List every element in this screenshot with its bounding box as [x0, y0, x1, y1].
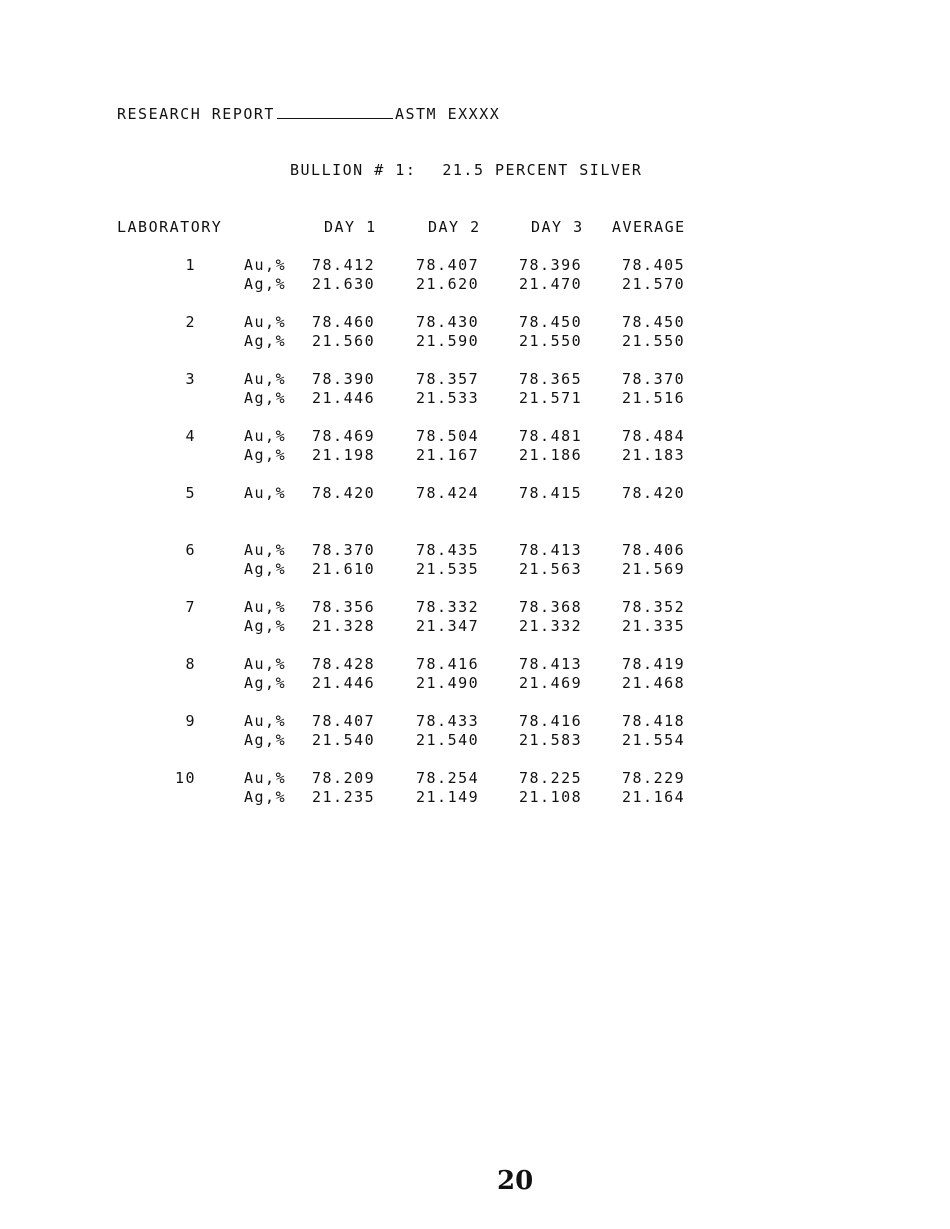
day-2-value: 21.540: [416, 731, 480, 749]
day-1-value: 78.412: [312, 256, 376, 274]
laboratory-number: 2: [185, 313, 196, 331]
day-2-value: 21.620: [416, 275, 480, 293]
table-row: [0, 769, 950, 788]
title-underline-blank: [277, 104, 393, 119]
day-2-value: 21.167: [416, 446, 480, 464]
day-2-value: 21.590: [416, 332, 480, 350]
day-1-value: 21.630: [312, 275, 376, 293]
average-value: 78.450: [622, 313, 686, 331]
day-2-value: 78.332: [416, 598, 480, 616]
day-2-value: 21.149: [416, 788, 480, 806]
column-header-laboratory: LABORATORY: [117, 218, 223, 236]
day-3-value: 21.563: [519, 560, 583, 578]
average-value: 21.569: [622, 560, 686, 578]
table-row: [0, 712, 950, 731]
table-row: [0, 617, 950, 636]
laboratory-number: 1: [185, 256, 196, 274]
table-row: [0, 332, 950, 351]
day-3-value: 21.550: [519, 332, 583, 350]
element-label: Au,%: [244, 484, 287, 502]
day-3-value: 21.332: [519, 617, 583, 635]
column-header-day-3: DAY 3: [531, 218, 584, 236]
lab-group-9: [0, 712, 950, 769]
table-row: [0, 560, 950, 579]
table-row: [0, 389, 950, 408]
day-1-value: 21.446: [312, 674, 376, 692]
lab-group-2: [0, 313, 950, 370]
element-label: Au,%: [244, 712, 287, 730]
element-label: Ag,%: [244, 275, 287, 293]
table-row: [0, 655, 950, 674]
day-3-value: 78.368: [519, 598, 583, 616]
average-value: 78.406: [622, 541, 686, 559]
day-2-value: 78.433: [416, 712, 480, 730]
day-2-value: 21.533: [416, 389, 480, 407]
average-value: 21.554: [622, 731, 686, 749]
day-1-value: 78.390: [312, 370, 376, 388]
column-header-day-1: DAY 1: [324, 218, 377, 236]
laboratory-number: 9: [185, 712, 196, 730]
day-1-value: 21.328: [312, 617, 376, 635]
day-2-value: 78.430: [416, 313, 480, 331]
element-label: Ag,%: [244, 389, 287, 407]
lab-group-1: [0, 256, 950, 313]
day-1-value: 21.198: [312, 446, 376, 464]
day-2-value: 21.347: [416, 617, 480, 635]
element-label: Ag,%: [244, 731, 287, 749]
average-value: 21.550: [622, 332, 686, 350]
average-value: 78.484: [622, 427, 686, 445]
average-value: 21.183: [622, 446, 686, 464]
laboratory-number: 5: [185, 484, 196, 502]
average-value: 21.570: [622, 275, 686, 293]
table-row: [0, 731, 950, 750]
column-header-average: AVERAGE: [612, 218, 686, 236]
average-value: 78.370: [622, 370, 686, 388]
average-value: 78.405: [622, 256, 686, 274]
laboratory-number: 4: [185, 427, 196, 445]
table-row: [0, 484, 950, 503]
element-label: Ag,%: [244, 446, 287, 464]
average-value: 78.418: [622, 712, 686, 730]
table-row: [0, 313, 950, 332]
day-1-value: 78.428: [312, 655, 376, 673]
laboratory-number: 3: [185, 370, 196, 388]
day-3-value: 78.413: [519, 541, 583, 559]
element-label: Au,%: [244, 655, 287, 673]
day-3-value: 78.481: [519, 427, 583, 445]
day-2-value: 78.416: [416, 655, 480, 673]
day-1-value: 78.469: [312, 427, 376, 445]
laboratory-number: 6: [185, 541, 196, 559]
day-3-value: 21.470: [519, 275, 583, 293]
average-value: 78.352: [622, 598, 686, 616]
day-2-value: 78.435: [416, 541, 480, 559]
day-3-value: 78.413: [519, 655, 583, 673]
bullion-subtitle: [290, 161, 642, 179]
day-3-value: 78.365: [519, 370, 583, 388]
average-value: 78.419: [622, 655, 686, 673]
element-label: Au,%: [244, 427, 287, 445]
element-label: Au,%: [244, 598, 287, 616]
day-3-value: 78.225: [519, 769, 583, 787]
table-row: [0, 674, 950, 693]
day-1-value: 21.446: [312, 389, 376, 407]
day-1-value: 78.370: [312, 541, 376, 559]
lab-group-6: [0, 541, 950, 598]
table-row: [0, 427, 950, 446]
average-value: 78.229: [622, 769, 686, 787]
table-row: [0, 275, 950, 294]
table-row: [0, 256, 950, 275]
day-3-value: 78.416: [519, 712, 583, 730]
day-3-value: 78.415: [519, 484, 583, 502]
day-1-value: 78.209: [312, 769, 376, 787]
bullion-label: BULLION # 1:: [290, 161, 417, 179]
table-row: [0, 788, 950, 807]
laboratory-number: 7: [185, 598, 196, 616]
day-1-value: 78.420: [312, 484, 376, 502]
day-3-value: 78.396: [519, 256, 583, 274]
element-label: Au,%: [244, 313, 287, 331]
day-3-value: 21.108: [519, 788, 583, 806]
average-value: 21.516: [622, 389, 686, 407]
day-1-value: 78.356: [312, 598, 376, 616]
column-header-day-2: DAY 2: [428, 218, 481, 236]
report-header: [117, 104, 500, 123]
day-2-value: 78.357: [416, 370, 480, 388]
element-label: Ag,%: [244, 674, 287, 692]
day-1-value: 78.460: [312, 313, 376, 331]
element-label: Au,%: [244, 370, 287, 388]
element-label: Ag,%: [244, 332, 287, 350]
average-value: 21.164: [622, 788, 686, 806]
laboratory-number: 10: [174, 769, 196, 787]
element-label: Au,%: [244, 256, 287, 274]
day-3-value: 21.571: [519, 389, 583, 407]
day-2-value: 78.407: [416, 256, 480, 274]
lab-group-10: [0, 769, 950, 826]
day-3-value: 21.469: [519, 674, 583, 692]
lab-group-4: [0, 427, 950, 484]
lab-group-3: [0, 370, 950, 427]
standard-designation: ASTM EXXXX: [394, 105, 501, 123]
day-3-value: 78.450: [519, 313, 583, 331]
average-value: 21.335: [622, 617, 686, 635]
bullion-description: 21.5 PERCENT SILVER: [442, 161, 643, 179]
element-label: Ag,%: [244, 617, 287, 635]
average-value: 21.468: [622, 674, 686, 692]
table-row: [0, 541, 950, 560]
day-1-value: 21.540: [312, 731, 376, 749]
day-3-value: 21.583: [519, 731, 583, 749]
table-row: [0, 598, 950, 617]
element-label: Au,%: [244, 541, 287, 559]
day-2-value: 78.504: [416, 427, 480, 445]
lab-group-5: [0, 484, 950, 541]
day-2-value: 78.424: [416, 484, 480, 502]
element-label: Ag,%: [244, 788, 287, 806]
lab-group-7: [0, 598, 950, 655]
day-1-value: 21.235: [312, 788, 376, 806]
day-1-value: 78.407: [312, 712, 376, 730]
average-value: 78.420: [622, 484, 686, 502]
element-label: Ag,%: [244, 560, 287, 578]
day-1-value: 21.610: [312, 560, 376, 578]
day-3-value: 21.186: [519, 446, 583, 464]
day-1-value: 21.560: [312, 332, 376, 350]
table-row: [0, 370, 950, 389]
day-2-value: 78.254: [416, 769, 480, 787]
day-2-value: 21.490: [416, 674, 480, 692]
lab-group-8: [0, 655, 950, 712]
report-title: RESEARCH REPORT: [117, 105, 275, 123]
element-label: Au,%: [244, 769, 287, 787]
laboratory-number: 8: [185, 655, 196, 673]
page-number: 20: [497, 1166, 534, 1196]
results-table: [0, 256, 950, 826]
table-row: [0, 446, 950, 465]
day-2-value: 21.535: [416, 560, 480, 578]
